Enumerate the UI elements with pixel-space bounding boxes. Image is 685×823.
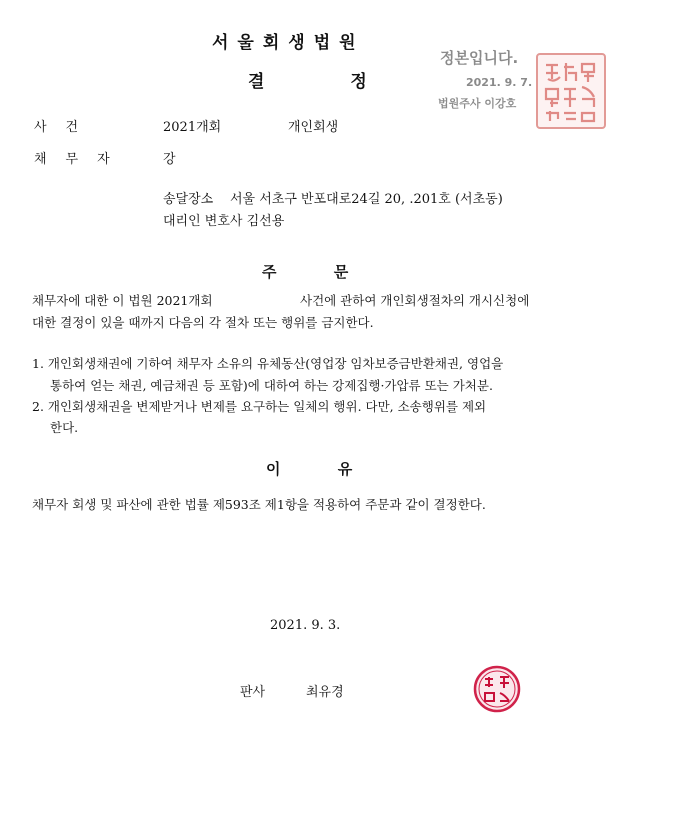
decision-date: 2021. 9. 3. bbox=[270, 618, 341, 633]
judge-label: 판사 bbox=[240, 685, 266, 700]
order-item-1: 1. 개인회생채권에 기하여 채무자 소유의 유체동산(영업장 임차보증금반환채권, 영업을 bbox=[32, 356, 504, 371]
case-label: 사건 bbox=[34, 120, 98, 135]
delivery-label: 송달장소 bbox=[163, 192, 214, 207]
certified-copy-text: 정본입니다. bbox=[440, 49, 519, 67]
order-item-2: 2. 개인회생채권을 변제받거나 변제를 요구하는 일체의 행위. 다만, 소송행위를 제외 bbox=[32, 399, 487, 414]
order-heading: 주 문 bbox=[262, 263, 349, 281]
judge-seal-stamp bbox=[473, 665, 521, 713]
order-item-1-cont: 통하여 얻는 채권, 예금채권 등 포함)에 대하여 하는 강제집행·가압류 또는 가처분. bbox=[50, 378, 493, 393]
debtor-name: 강 bbox=[163, 152, 176, 167]
reason-heading: 이 유 bbox=[266, 460, 353, 478]
debtor-label: 채무자 bbox=[34, 152, 129, 167]
order-intro-line1a: 채무자에 대한 이 법원 2021개회 bbox=[32, 293, 213, 308]
certified-date: 2021. 9. 7. bbox=[466, 76, 533, 89]
judge-name: 최유경 bbox=[306, 685, 344, 700]
clerk-name: 법원주사 이강호 bbox=[438, 97, 517, 110]
document-title: 결 정 bbox=[248, 72, 367, 92]
case-number: 2021개회 bbox=[163, 120, 222, 135]
agent-name: 대리인 변호사 김선용 bbox=[163, 214, 285, 229]
reason-text: 채무자 회생 및 파산에 관한 법률 제593조 제1항을 적용하여 주문과 같이 결정한다. bbox=[32, 497, 486, 512]
court-seal-stamp bbox=[536, 53, 606, 129]
court-seal-icon bbox=[538, 55, 604, 127]
delivery-address: 서울 서초구 반포대로24길 20, .201호 (서초동) bbox=[230, 192, 503, 207]
order-intro-line2: 대한 결정이 있을 때까지 다음의 각 절차 또는 행위를 금지한다. bbox=[32, 315, 374, 330]
order-intro-line1b: 사건에 관하여 개인회생절차의 개시신청에 bbox=[300, 293, 530, 308]
case-type: 개인회생 bbox=[288, 120, 339, 135]
court-name: 서울회생법원 bbox=[212, 33, 365, 53]
order-item-2-cont: 한다. bbox=[50, 420, 79, 435]
judge-seal-icon bbox=[473, 665, 521, 713]
